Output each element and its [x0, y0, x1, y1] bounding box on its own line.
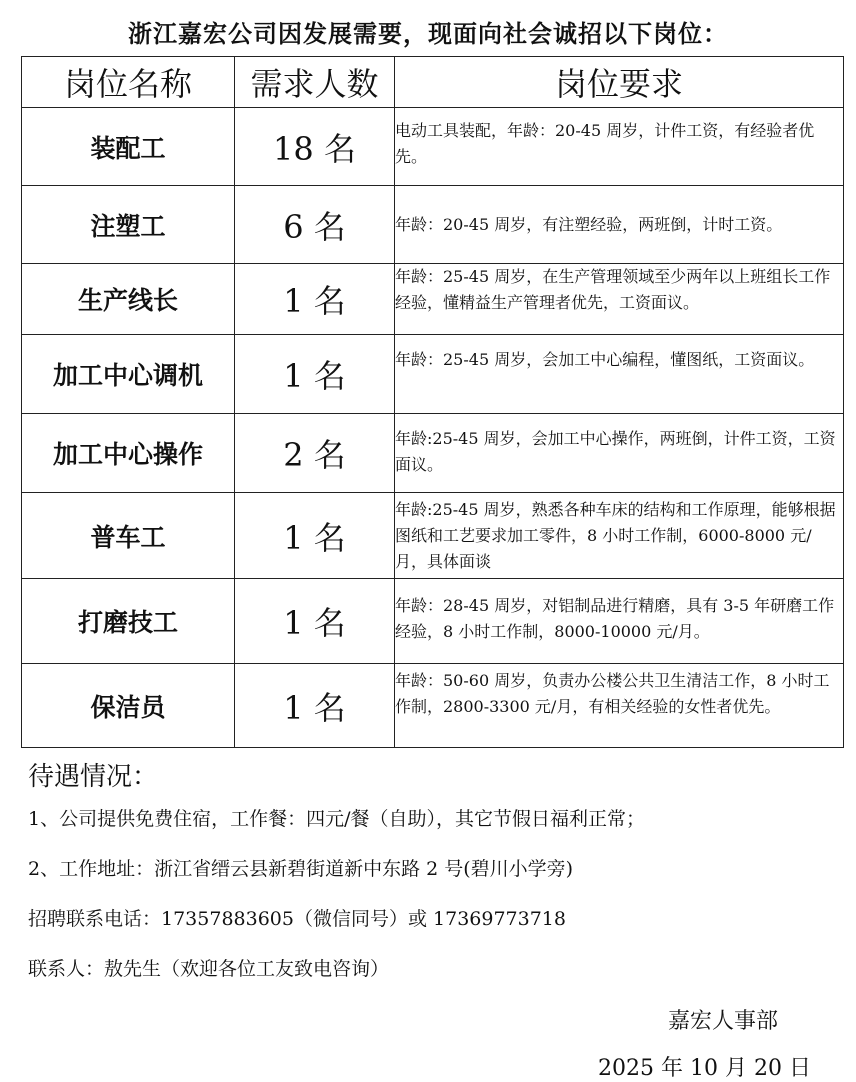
table-row: [22, 493, 844, 579]
position-cell: 装配工: [22, 108, 235, 186]
benefit-line-meals: 1、公司提供免费住宿，工作餐：四元/餐（自助），其它节假日福利正常；: [28, 808, 645, 830]
table-row: [22, 264, 844, 335]
date: 2025 年 10 月 20 日: [598, 1056, 811, 1081]
benefit-line-address: 2、工作地址：浙江省缙云县新碧街道新中东路 2 号(碧川小学旁): [28, 858, 574, 880]
count-cell: 6 名: [235, 186, 395, 264]
contact-phone-line: 招聘联系电话：17357883605（微信同号）或 17369773718: [28, 908, 566, 930]
table-row: [22, 335, 844, 414]
position-cell: 加工中心调机: [22, 335, 235, 414]
count-cell: 1 名: [235, 664, 395, 748]
table-row: [22, 186, 844, 264]
requirement-cell: 年龄：20-45 周岁，有注塑经验，两班倒，计时工资。: [395, 186, 844, 264]
table-row: [22, 414, 844, 493]
requirement-cell: 年龄：50-60 周岁，负责办公楼公共卫生清洁工作，8 小时工作制，2800-3300 元/月，有相关经验的女性者优先。: [395, 664, 844, 748]
count-cell: 2 名: [235, 414, 395, 493]
position-cell: 普车工: [22, 493, 235, 579]
contact-person-line: 联系人：敖先生（欢迎各位工友致电咨询）: [28, 958, 390, 980]
count-cell: 1 名: [235, 579, 395, 664]
count-cell: 18 名: [235, 108, 395, 186]
count-cell: 1 名: [235, 335, 395, 414]
benefits-title: 待遇情况：: [28, 762, 159, 792]
requirement-cell: 年龄：25-45 周岁，在生产管理领域至少两年以上班组长工作经验，懂精益生产管理者优先，工资面议。: [395, 264, 844, 335]
requirement-cell: 年龄：28-45 周岁，对铝制品进行精磨，具有 3-5 年研磨工作经验，8 小时工作制，8000-10000 元/月。: [395, 579, 844, 664]
table-row: [22, 108, 844, 186]
position-cell: 保洁员: [22, 664, 235, 748]
requirement-cell: 年龄:25-45 周岁，会加工中心操作，两班倒，计件工资，工资面议。: [395, 414, 844, 493]
count-cell: 1 名: [235, 493, 395, 579]
position-cell: 加工中心操作: [22, 414, 235, 493]
header-requirement: 岗位要求: [395, 57, 844, 108]
requirement-cell: 电动工具装配，年龄：20-45 周岁，计件工资，有经验者优先。: [395, 108, 844, 186]
requirement-cell: 年龄：25-45 周岁，会加工中心编程，懂图纸，工资面议。: [395, 335, 844, 414]
header-count: 需求人数: [235, 57, 395, 108]
header-position: 岗位名称: [22, 57, 235, 108]
table-header-row: [22, 57, 844, 108]
position-cell: 注塑工: [22, 186, 235, 264]
table-row: [22, 664, 844, 748]
table-row: [22, 579, 844, 664]
benefits-section: [28, 756, 838, 1007]
position-cell: 生产线长: [22, 264, 235, 335]
signature: 嘉宏人事部: [668, 1009, 779, 1034]
position-cell: 打磨技工: [22, 579, 235, 664]
page-title: 浙江嘉宏公司因发展需要，现面向社会诚招以下岗位：: [128, 19, 728, 48]
requirement-cell: 年龄:25-45 周岁，熟悉各种车床的结构和工作原理，能够根据图纸和工艺要求加工零件，8 小时工作制，6000-8000 元/月，具体面谈: [395, 493, 844, 579]
count-cell: 1 名: [235, 264, 395, 335]
job-table: [21, 56, 844, 748]
